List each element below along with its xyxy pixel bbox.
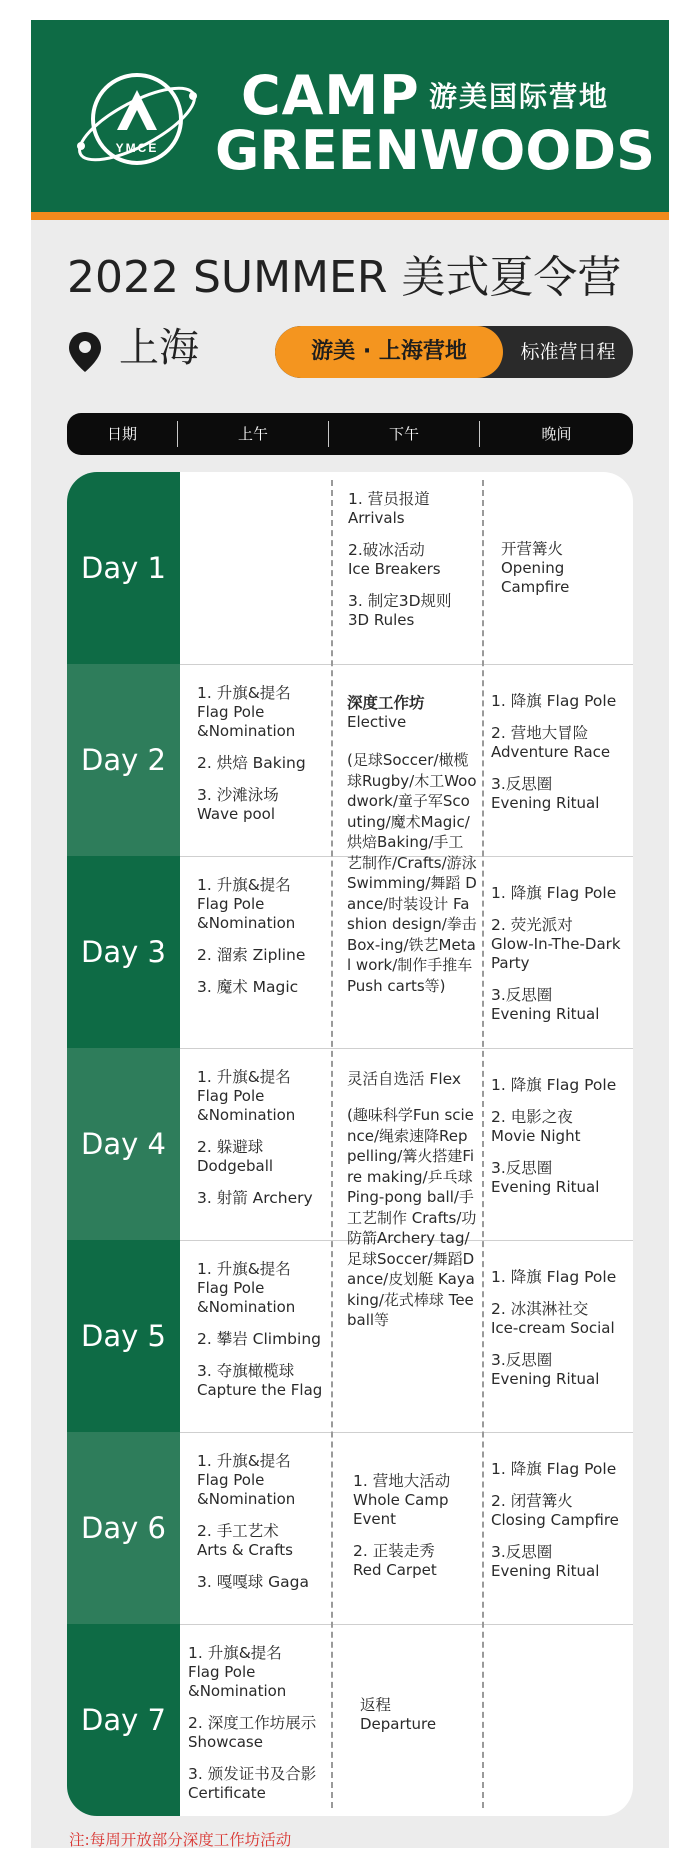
activity-cn: 2. 荧光派对 — [491, 916, 573, 934]
activity-item — [491, 1300, 633, 1338]
activity-item — [197, 1362, 332, 1400]
activity-item — [491, 1268, 633, 1287]
activity-en: Wave pool — [197, 805, 275, 823]
activity-item — [197, 946, 332, 965]
morning-cell — [197, 1452, 332, 1592]
activity-cn: 2. 溜索 Zipline — [197, 946, 306, 964]
evening-cell — [501, 540, 621, 597]
activity-cn: 3. 射箭 Archery — [197, 1189, 313, 1207]
activity-item — [197, 1068, 332, 1125]
activity-en: Evening Ritual — [491, 1005, 600, 1023]
column-header-bar — [67, 413, 633, 455]
logo-text: YMCE — [115, 141, 159, 155]
evening-cell — [491, 1268, 633, 1389]
morning-cell — [188, 1644, 323, 1803]
activity-cn: 2. 手工艺术 — [197, 1522, 279, 1540]
col-header-afternoon: 下午 — [388, 425, 419, 443]
schedule-table — [67, 472, 633, 1816]
morning-cell — [197, 876, 332, 997]
activity-en: Flag Pole &Nomination — [197, 895, 296, 932]
afternoon-cell — [348, 490, 476, 630]
activity-en: Evening Ritual — [491, 794, 600, 812]
col-header-date: 日期 — [106, 425, 137, 443]
activity-item — [197, 684, 332, 741]
activity-item — [188, 1644, 323, 1701]
activity-item — [197, 1330, 332, 1349]
activity-item — [491, 1492, 633, 1530]
evening-cell — [491, 692, 633, 813]
activity-en: Certificate — [188, 1784, 266, 1802]
activity-cn: 返程 — [360, 1696, 392, 1714]
activity-item — [197, 978, 332, 997]
morning-cell — [197, 1260, 332, 1400]
activity-en: Red Carpet — [353, 1561, 437, 1579]
evening-cell — [491, 1460, 633, 1581]
activity-en: Ice Breakers — [348, 560, 441, 578]
header-accent-stripe — [31, 212, 669, 220]
col-header-evening: 晚间 — [541, 425, 572, 443]
activity-en: Evening Ritual — [491, 1562, 600, 1580]
day-label: Day 3 — [67, 856, 180, 1048]
activity-item — [188, 1714, 323, 1752]
evening-cell — [491, 1076, 633, 1197]
day-label: Day 6 — [67, 1432, 180, 1624]
header-banner — [31, 20, 669, 212]
day-label: Day 7 — [67, 1624, 180, 1816]
city-name: 上海 — [119, 325, 199, 371]
day-label: Day 2 — [67, 664, 180, 856]
activity-item — [353, 1542, 473, 1580]
day-label: Day 5 — [67, 1240, 180, 1432]
activity-en: Movie Night — [491, 1127, 581, 1145]
activity-cn: 1. 降旗 Flag Pole — [491, 1076, 617, 1094]
activity-cn: 3.反思圈 — [491, 986, 553, 1004]
morning-cell — [197, 684, 332, 824]
activity-cn: 1. 降旗 Flag Pole — [491, 1268, 617, 1286]
row-divider — [180, 1624, 633, 1625]
activity-en: Capture the Flag — [197, 1381, 323, 1399]
badge-sub-label: 标准营日程 — [520, 341, 616, 363]
activity-en: Showcase — [188, 1733, 263, 1751]
activity-item — [501, 540, 621, 597]
activity-item — [348, 541, 476, 579]
activity-en: Flag Pole &Nomination — [197, 1471, 296, 1508]
activity-item — [491, 724, 633, 762]
activity-item — [197, 1522, 332, 1560]
activity-en: Flag Pole &Nomination — [188, 1663, 287, 1700]
activity-cn: 3.反思圈 — [491, 1543, 553, 1561]
activity-item — [188, 1765, 323, 1803]
day-label: Day 1 — [67, 472, 180, 664]
afternoon-cell — [353, 1472, 473, 1580]
evening-cell — [491, 884, 633, 1024]
activity-item — [491, 884, 633, 903]
activity-cn: 3.反思圈 — [491, 1159, 553, 1177]
col-header-morning: 上午 — [237, 425, 268, 443]
activity-cn: 3. 魔术 Magic — [197, 978, 299, 996]
activity-item — [491, 986, 633, 1024]
activity-cn: 1. 降旗 Flag Pole — [491, 1460, 617, 1478]
activity-item — [353, 1472, 473, 1529]
activity-cn: 3. 沙滩泳场 — [197, 786, 279, 804]
activity-en: Dodgeball — [197, 1157, 274, 1175]
day-label: Day 4 — [67, 1048, 180, 1240]
activity-item — [360, 1696, 470, 1734]
column-divider — [482, 480, 484, 1808]
activity-en: Departure — [360, 1715, 437, 1733]
activity-en: Evening Ritual — [491, 1178, 600, 1196]
flex-body: (趣味科学Fun science/绳索速降Reppelling/篝火搭建Fire making/乒乓球Ping-pong ball/手工艺制作 Crafts/功防箭Archery tag/足球Soccer/舞蹈Dance/皮划艇 Kayaking/花式棒球 Teeball等 — [347, 1106, 477, 1329]
activity-cn: 1. 营地大活动 — [353, 1472, 451, 1490]
activity-cn: 2. 正装走秀 — [353, 1542, 435, 1560]
location-pin-icon — [69, 332, 101, 372]
activity-item — [491, 1460, 633, 1479]
schedule-page — [31, 20, 669, 1848]
activity-cn: 1. 升旗&提名 — [197, 1260, 291, 1278]
afternoon-cell — [360, 1696, 470, 1734]
afternoon-elective-cell — [347, 694, 477, 996]
brand-chinese: 游美国际营地 — [429, 80, 610, 113]
activity-item — [491, 1076, 633, 1095]
badge-main-label: 游美 · 上海营地 — [275, 326, 503, 378]
activity-cn: 2. 冰淇淋社交 — [491, 1300, 589, 1318]
activity-item — [197, 754, 332, 773]
elective-en: Elective — [347, 713, 407, 731]
activity-cn: 开营篝火 — [501, 540, 564, 558]
afternoon-flex-cell — [347, 1070, 477, 1331]
activity-item — [197, 1260, 332, 1317]
elective-body: (足球Soccer/橄榄球Rugby/木工Woodwork/童子军Scouting/魔术Magic/烘焙Baking/手工艺制作/Crafts/游泳Swimming/舞蹈 Dance/时装设计 Fashion design/拳击Box-ing/铁艺Metal work/制作手推车Push carts等) — [347, 751, 477, 995]
activity-cn: 2. 闭营篝火 — [491, 1492, 573, 1510]
activity-cn: 2. 躲避球 — [197, 1138, 264, 1156]
activity-cn: 3. 颁发证书及合影 — [188, 1765, 317, 1783]
activity-en: Whole Camp Event — [353, 1491, 449, 1528]
activity-item — [491, 692, 633, 711]
activity-en: Ice-cream Social — [491, 1319, 615, 1337]
page-title: 2022 SUMMER 美式夏令营 — [67, 252, 622, 303]
brand-camp: CAMP — [241, 64, 420, 127]
activity-item — [491, 1108, 633, 1146]
activity-en: Flag Pole &Nomination — [197, 703, 296, 740]
activity-en: Closing Campfire — [491, 1511, 619, 1529]
row-divider — [180, 664, 633, 665]
activity-en: Arrivals — [348, 509, 405, 527]
activity-en: Adventure Race — [491, 743, 611, 761]
activity-en: 3D Rules — [348, 611, 415, 629]
activity-item — [197, 1138, 332, 1176]
activity-cn: 1. 升旗&提名 — [197, 684, 291, 702]
activity-en: Arts & Crafts — [197, 1541, 293, 1559]
morning-cell — [197, 1068, 332, 1208]
activity-en: Flag Pole &Nomination — [197, 1087, 296, 1124]
activity-cn: 2. 攀岩 Climbing — [197, 1330, 321, 1348]
ymce-logo — [69, 60, 205, 178]
activity-item — [197, 876, 332, 933]
activity-item — [491, 1543, 633, 1581]
activity-item — [491, 916, 633, 973]
activity-cn: 2.破冰活动 — [348, 541, 425, 559]
activity-item — [197, 786, 332, 824]
activity-en: Evening Ritual — [491, 1370, 600, 1388]
row-divider — [180, 1048, 633, 1049]
activity-cn: 2. 电影之夜 — [491, 1108, 573, 1126]
activity-cn: 1. 升旗&提名 — [197, 1452, 291, 1470]
activity-cn: 3.反思圈 — [491, 1351, 553, 1369]
activity-cn: 2. 深度工作坊展示 — [188, 1714, 317, 1732]
activity-en: Opening Campfire — [501, 559, 570, 596]
activity-cn: 1. 降旗 Flag Pole — [491, 884, 617, 902]
flex-title: 灵活自选活 Flex — [347, 1070, 462, 1088]
activity-item — [491, 1159, 633, 1197]
activity-cn: 1. 降旗 Flag Pole — [491, 692, 617, 710]
activity-en: Glow-In-The-Dark Party — [491, 935, 621, 972]
brand-greenwoods: GREENWOODS — [215, 119, 655, 182]
activity-item — [348, 490, 476, 528]
activity-cn: 3.反思圈 — [491, 775, 553, 793]
activity-cn: 2. 烘焙 Baking — [197, 754, 306, 772]
activity-cn: 1. 升旗&提名 — [197, 1068, 291, 1086]
activity-item — [491, 775, 633, 813]
activity-item — [348, 592, 476, 630]
activity-cn: 1. 升旗&提名 — [188, 1644, 282, 1662]
activity-cn: 3. 嘎嘎球 Gaga — [197, 1573, 309, 1591]
footnote: 注:每周开放部分深度工作坊活动 — [69, 1831, 292, 1849]
activity-item — [197, 1189, 332, 1208]
camp-badge — [275, 326, 633, 378]
activity-cn: 1. 升旗&提名 — [197, 876, 291, 894]
activity-item — [197, 1452, 332, 1509]
elective-title: 深度工作坊 — [347, 694, 425, 712]
activity-item — [197, 1573, 332, 1592]
activity-cn: 1. 营员报道 — [348, 490, 430, 508]
row-divider — [180, 1432, 633, 1433]
activity-cn: 3. 制定3D规则 — [348, 592, 452, 610]
activity-cn: 3. 夺旗橄榄球 — [197, 1362, 295, 1380]
activity-en: Flag Pole &Nomination — [197, 1279, 296, 1316]
activity-cn: 2. 营地大冒险 — [491, 724, 589, 742]
activity-item — [491, 1351, 633, 1389]
